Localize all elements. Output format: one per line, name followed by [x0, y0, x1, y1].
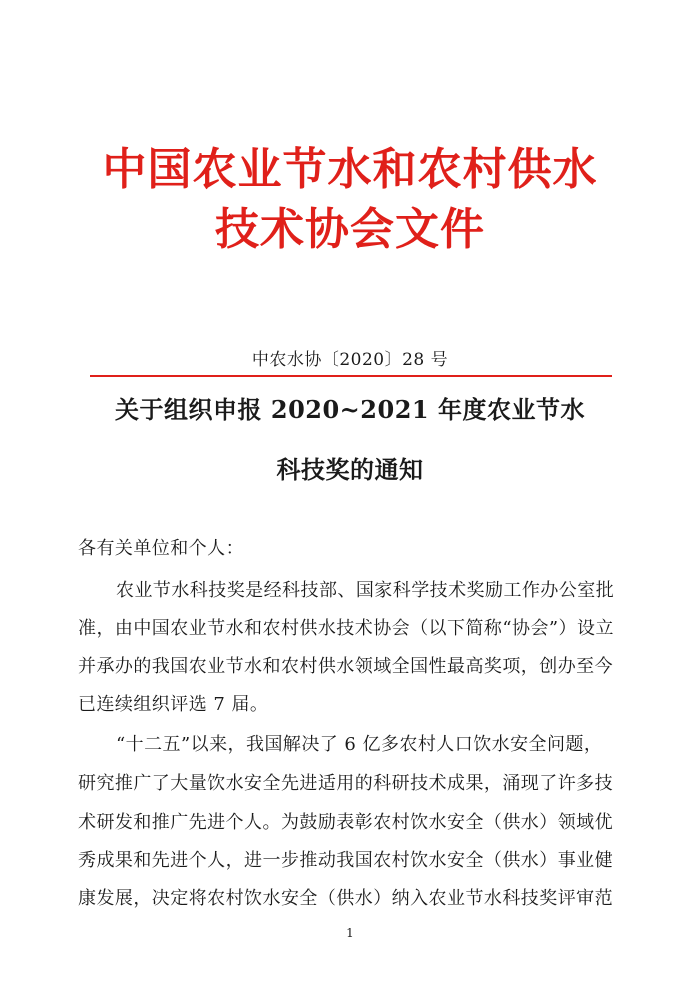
paragraph2-line: 康发展，决定将农村饮水安全（供水）纳入农业节水科技奖评审范	[78, 888, 614, 909]
page-number: 1	[346, 926, 354, 940]
salutation: 各有关单位和个人：	[78, 538, 245, 559]
red-divider	[90, 375, 612, 377]
paragraph1-line: 准，由中国农业节水和农村供水技术协会（以下简称“协会”）设立	[78, 618, 614, 639]
paragraph2-line: 秀成果和先进个人，进一步推动我国农村饮水安全（供水）事业健	[78, 850, 614, 871]
paragraph1-line: 已连续组织评选 7 届。	[78, 694, 269, 715]
header-title-line2: 技术协会文件	[215, 204, 485, 255]
paragraph2-line: “十二五”以来，我国解决了 6 亿多农村人口饮水安全问题，	[116, 734, 603, 755]
document-title-line1: 关于组织申报 2020~2021 年度农业节水	[115, 395, 585, 424]
paragraph2-line: 研究推广了大量饮水安全先进适用的科研技术成果，涌现了许多技	[78, 773, 614, 794]
paragraph2-line: 术研发和推广先进个人。为鼓励表彰农村饮水安全（供水）领域优	[78, 812, 614, 833]
document-title-line2: 科技奖的通知	[276, 455, 424, 484]
document-number: 中农水协〔2020〕28 号	[251, 350, 449, 370]
paragraph1-line: 并承办的我国农业节水和农村供水领域全国性最高奖项，创办至今	[78, 656, 614, 677]
paragraph1-line: 农业节水科技奖是经科技部、国家科学技术奖励工作办公室批	[116, 580, 615, 601]
header-title-line1: 中国农业节水和农村供水	[102, 144, 598, 195]
